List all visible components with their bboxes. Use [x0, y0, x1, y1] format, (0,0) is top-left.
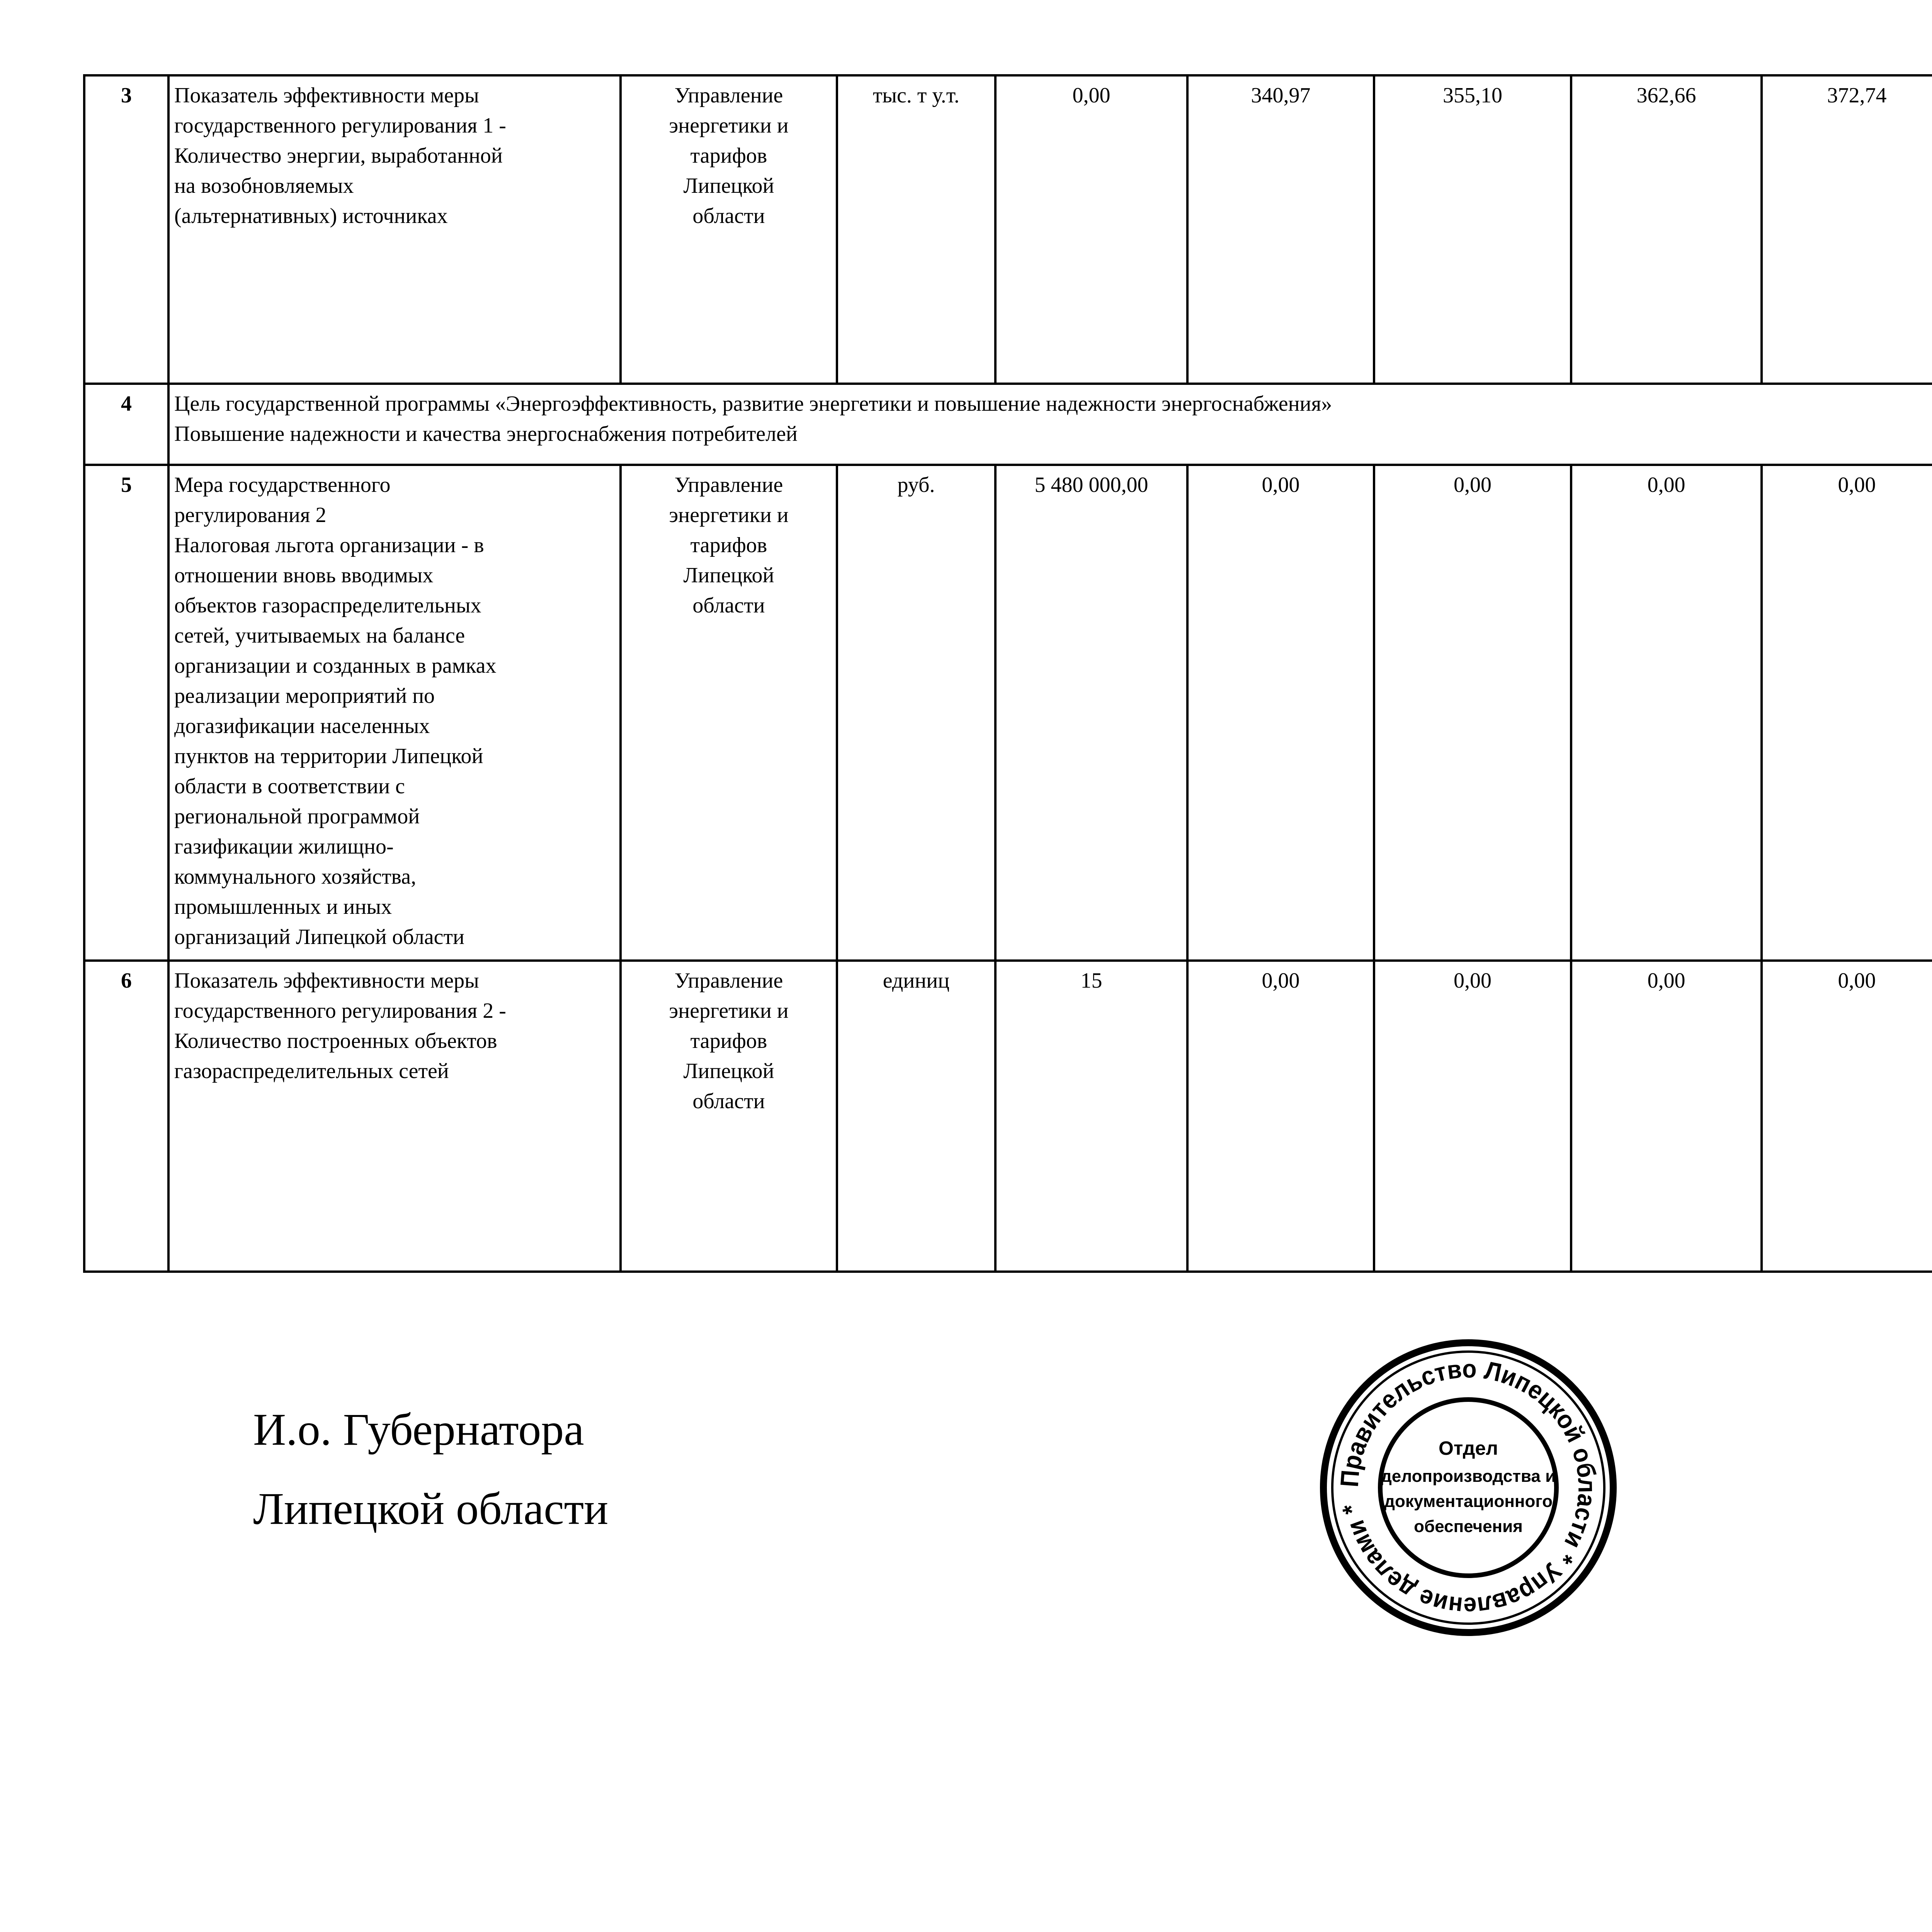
text-line: Управление — [674, 969, 783, 993]
text-line: энергетики и — [669, 114, 789, 138]
seal-center-line: обеспечения — [1414, 1517, 1523, 1536]
text-line: Количество построенных объектов — [174, 1029, 497, 1053]
text-line: тарифов — [690, 533, 767, 557]
seal-center-line: Отдел — [1438, 1437, 1498, 1459]
value-cell: 15 — [995, 961, 1187, 1272]
text-line: пунктов на территории Липецкой — [174, 744, 483, 768]
signatory-title-line1: И.о. Губернатора — [253, 1404, 584, 1455]
text-line: Цель государственной программы «Энергоэффективность, развитие энергетики и повышение надежности энергоснабжения» — [174, 392, 1332, 416]
text-line: Повышение надежности и качества энергоснабжения потребителей — [174, 422, 798, 446]
text-line: государственного регулирования 2 - — [174, 999, 506, 1023]
row-number: 3 — [84, 75, 168, 384]
value-cell: 355,10 — [1374, 75, 1571, 384]
value-cell: 0,00 — [1374, 465, 1571, 961]
executor-cell — [621, 75, 837, 384]
text-line: Липецкой — [683, 174, 774, 198]
row-number: 6 — [84, 961, 168, 1272]
text-line: реализации мероприятий по — [174, 684, 435, 708]
text-line: отношении вновь вводимых — [174, 563, 434, 587]
value-cell: 340,97 — [1187, 75, 1374, 384]
value-cell: 0,00 — [1374, 961, 1571, 1272]
text-line: промышленных и иных — [174, 895, 392, 919]
table-row — [84, 465, 1932, 961]
seal-ring-text: Правительство Липецкой области * Управление делами * — [1335, 1354, 1602, 1621]
text-line: Управление — [674, 83, 783, 107]
text-line: Показатель эффективности меры — [174, 83, 479, 107]
text-line: коммунального хозяйства, — [174, 865, 417, 889]
executor-cell — [621, 961, 837, 1272]
unit-cell: тыс. т у.т. — [837, 75, 995, 384]
text-line: догазификации населенных — [174, 714, 430, 738]
program-goal-cell — [168, 384, 1932, 465]
executor-cell — [621, 465, 837, 961]
text-line: области — [692, 1089, 765, 1113]
value-cell: 0,00 — [1762, 961, 1932, 1272]
text-line: региональной программой — [174, 804, 420, 828]
value-cell: 5 480 000,00 — [995, 465, 1187, 961]
text-line: тарифов — [690, 1029, 767, 1053]
text-line: Количество энергии, выработанной — [174, 144, 503, 168]
text-line: газификации жилищно- — [174, 835, 394, 859]
text-line: сетей, учитываемых на балансе — [174, 624, 465, 648]
text-line: газораспределительных сетей — [174, 1059, 449, 1083]
text-line: энергетики и — [669, 503, 789, 527]
text-line: Налоговая льгота организации - в — [174, 533, 484, 557]
seal-center-line: документационного — [1384, 1492, 1553, 1511]
table-row — [84, 961, 1932, 1272]
seal-center-line: делопроизводства и — [1381, 1467, 1556, 1486]
indicator-name-cell — [168, 465, 621, 961]
text-line: регулирования 2 — [174, 503, 327, 527]
value-cell: 0,00 — [1762, 465, 1932, 961]
text-line: Мера государственного — [174, 473, 391, 497]
official-seal — [1318, 1337, 1619, 1638]
table-row — [84, 384, 1932, 465]
text-line: государственного регулирования 1 - — [174, 114, 506, 138]
indicators-table — [83, 74, 1932, 1273]
value-cell: 362,66 — [1571, 75, 1762, 384]
value-cell: 0,00 — [995, 75, 1187, 384]
unit-cell: единиц — [837, 961, 995, 1272]
signatory-title-line2: Липецкой области — [253, 1483, 609, 1534]
text-line: области в соответствии с — [174, 774, 405, 798]
text-line: (альтернативных) источниках — [174, 204, 448, 228]
row-number: 5 — [84, 465, 168, 961]
text-line: области — [692, 204, 765, 228]
indicator-name-cell — [168, 961, 621, 1272]
text-line: на возобновляемых — [174, 174, 354, 198]
text-line: Липецкой — [683, 563, 774, 587]
svg-text:Правительство Липецкой области — [1335, 1354, 1602, 1621]
text-line: организации и созданных в рамках — [174, 654, 497, 678]
text-line: организаций Липецкой области — [174, 925, 464, 949]
text-line: Показатель эффективности меры — [174, 969, 479, 993]
text-line: энергетики и — [669, 999, 789, 1023]
value-cell: 0,00 — [1187, 961, 1374, 1272]
value-cell: 0,00 — [1571, 465, 1762, 961]
value-cell: 0,00 — [1187, 465, 1374, 961]
table-row — [84, 75, 1932, 384]
text-line: области — [692, 594, 765, 617]
text-line: Управление — [674, 473, 783, 497]
row-number: 4 — [84, 384, 168, 465]
indicator-name-cell — [168, 75, 621, 384]
text-line: объектов газораспределительных — [174, 594, 481, 617]
text-line: Липецкой — [683, 1059, 774, 1083]
unit-cell: руб. — [837, 465, 995, 961]
value-cell: 372,74 — [1762, 75, 1932, 384]
value-cell: 0,00 — [1571, 961, 1762, 1272]
text-line: тарифов — [690, 144, 767, 168]
